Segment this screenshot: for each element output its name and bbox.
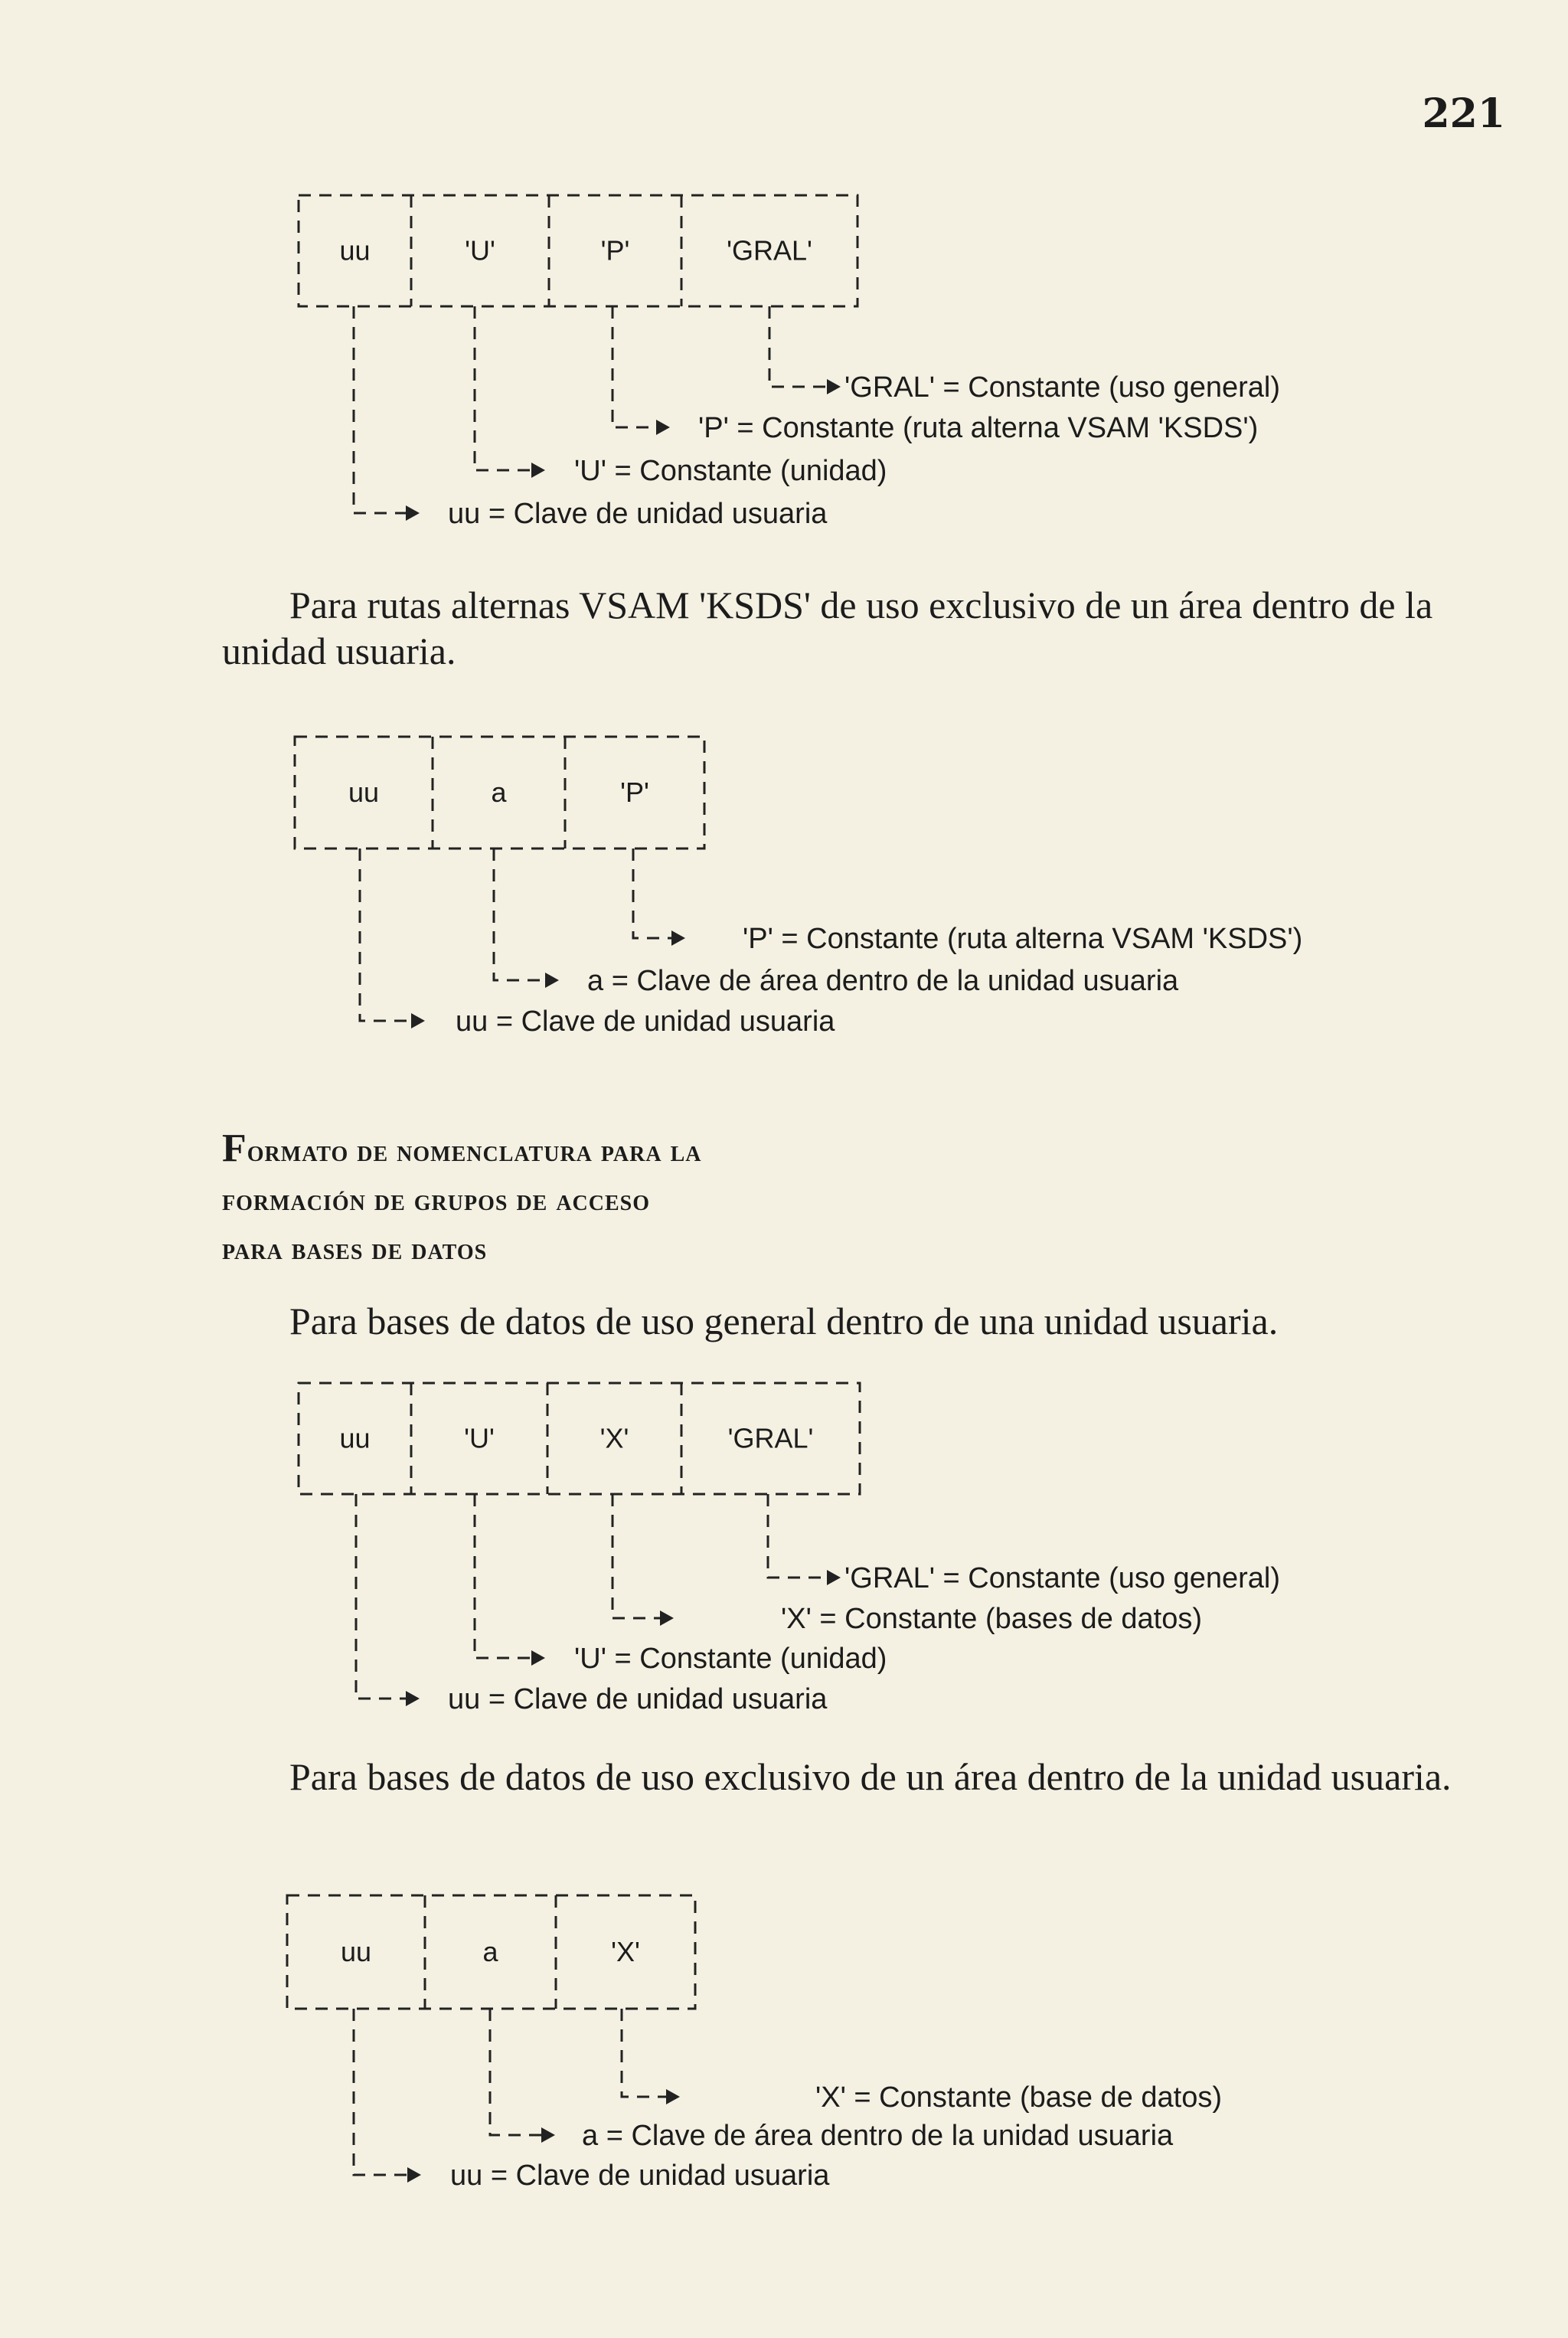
diagram-4-arrowhead [541,2127,555,2143]
diagram-3-cell: 'GRAL' [727,1422,814,1454]
diagram-4-arrowhead [407,2167,421,2183]
diagram-1-label: 'GRAL' = Constante (uso general) [844,371,1280,404]
paragraph-rutas-alternas-area: Para rutas alternas VSAM 'KSDS' de uso exclusivo de un área dentro de la unidad usuaria. [222,584,1433,672]
diagram-4-connector [490,2009,543,2135]
paragraph-bases-datos-area: Para bases de datos de uso exclusivo de un área dentro de la unidad usuaria. [289,1755,1452,1798]
diagram-4-label: uu = Clave de unidad usuaria [450,2160,830,2192]
diagram-1-label: 'U' = Constante (unidad) [574,455,887,487]
diagram-1-cell: 'U' [465,234,495,266]
diagram-3-label: 'GRAL' = Constante (uso general) [844,1562,1280,1594]
paragraph-bases-datos-general: Para bases de datos de uso general dentro de una unidad usuaria. [289,1300,1279,1342]
diagram-1-cell: 'GRAL' [727,234,812,266]
diagram-4-label: a = Clave de área dentro de la unidad usuaria [582,2120,1174,2152]
diagram-4-cell: uu [340,1936,372,1967]
diagram-3-cell: 'X' [599,1422,629,1454]
section-heading-line-2: formación de grupos de acceso [222,1182,651,1217]
diagram-2-cell: a [491,777,507,808]
diagram-2-label: a = Clave de área dentro de la unidad usuaria [587,965,1179,997]
diagram-2-cell: 'P' [620,777,649,808]
diagram-3-label: uu = Clave de unidad usuaria [448,1683,828,1715]
diagram-1-cell: 'P' [600,234,630,266]
diagram-1-cell: uu [339,234,371,266]
diagram-4-cell: 'X' [611,1936,640,1967]
diagram-1-label: uu = Clave de unidad usuaria [448,498,828,530]
diagram-4-label: 'X' = Constante (base de datos) [815,2081,1222,2114]
diagram-4-connector [622,2009,668,2097]
diagram-2-cell: uu [348,777,380,808]
diagram-3-label: 'U' = Constante (unidad) [574,1643,887,1675]
diagram-1-label: 'P' = Constante (ruta alterna VSAM 'KSDS') [698,412,1259,444]
diagram-2-label: uu = Clave de unidad usuaria [456,1006,835,1038]
section-heading-line-3: para bases de datos [222,1231,488,1266]
diagram-3-cell: uu [339,1422,371,1454]
diagram-4-cell: a [482,1936,498,1967]
section-heading-line-1: Formato de nomenclatura para la [222,1126,702,1170]
page-number: 221 [1422,90,1505,137]
diagram-2-label: 'P' = Constante (ruta alterna VSAM 'KSDS') [743,923,1303,955]
diagram-3-cell: 'U' [464,1422,495,1454]
diagram-4-connector [354,2009,409,2175]
diagram-4-arrowhead [666,2089,680,2104]
diagram-3-label: 'X' = Constante (bases de datos) [781,1603,1202,1635]
